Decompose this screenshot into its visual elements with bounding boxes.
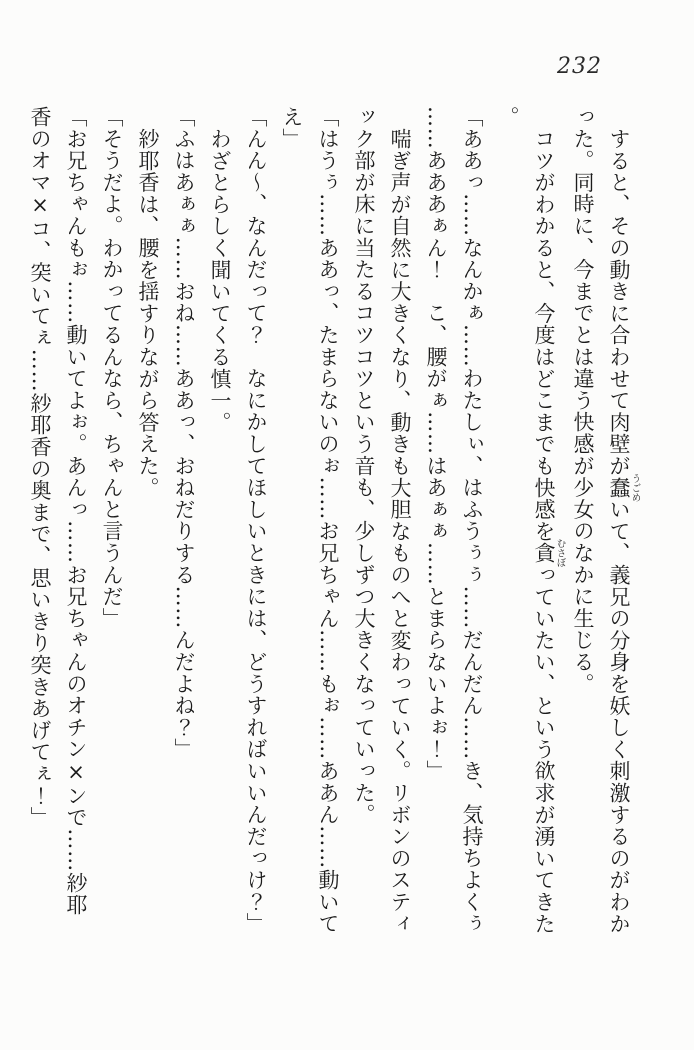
page-number: 232 bbox=[557, 54, 602, 79]
ruby-annotated-kanji: 貪むさぼ bbox=[532, 538, 566, 568]
narration-paragraph: 紗耶香は、腰を揺すりながら答えた。 bbox=[136, 127, 160, 499]
dialogue-paragraph: 「お兄ちゃんもぉ……動いてよぉ。あんっ……お兄ちゃんのオチン×ンで……紗耶香のオマ×コ、突いてぇ……紗耶香の奥まで、思いきり突きあげてぇ！」 bbox=[28, 106, 88, 916]
narration-paragraph: すると、その動きに合わせて肉壁が蠢うごめいて、義兄の分身を妖しく刺激するのがわかった。同時に、今までとは違う快感が少女のなかに生じる。 bbox=[571, 106, 641, 935]
narration-paragraph: わざとらしく聞いてくる慎一。 bbox=[208, 127, 232, 433]
dialogue-paragraph: 「はうぅ……ああっ、たまらないのぉ……お兄ちゃん……もぉ……ああん……動いてえ」 bbox=[280, 106, 340, 935]
dialogue-paragraph: 「ふはあぁぁ……おね……ああっ、おねだりする……んだよね？」 bbox=[172, 106, 196, 760]
dialogue-paragraph: 「んん〜、なんだって？ なにかしてほしいときには、どうすればいいんだっけ？」 bbox=[244, 106, 268, 935]
ruby-annotated-kanji: 蠢うごめ bbox=[607, 473, 641, 502]
dialogue-paragraph: 「そうだよ。わかってるんなら、ちゃんと言うんだ」 bbox=[100, 106, 124, 630]
narration-paragraph: コツがわかると、今度はどこまでも快感を貪むさぼっていたい、という欲求が湧いてきた。 bbox=[496, 106, 566, 935]
text-area bbox=[22, 106, 640, 936]
narration-paragraph: 喘ぎ声が自然に大きくなり、動きも大胆なものへと変わっていく。リボンのスティック部が床に当たるコツコツという音も、少しずつ大きくなっていった。 bbox=[352, 106, 412, 935]
dialogue-paragraph: 「ああっ……なんかぁ……わたしぃ、はふうぅぅ……だんだん……き、気持ちよくぅ……あああぁん！ こ、腰がぁ……はあぁぁ……とまらないよぉ！」 bbox=[424, 106, 484, 935]
